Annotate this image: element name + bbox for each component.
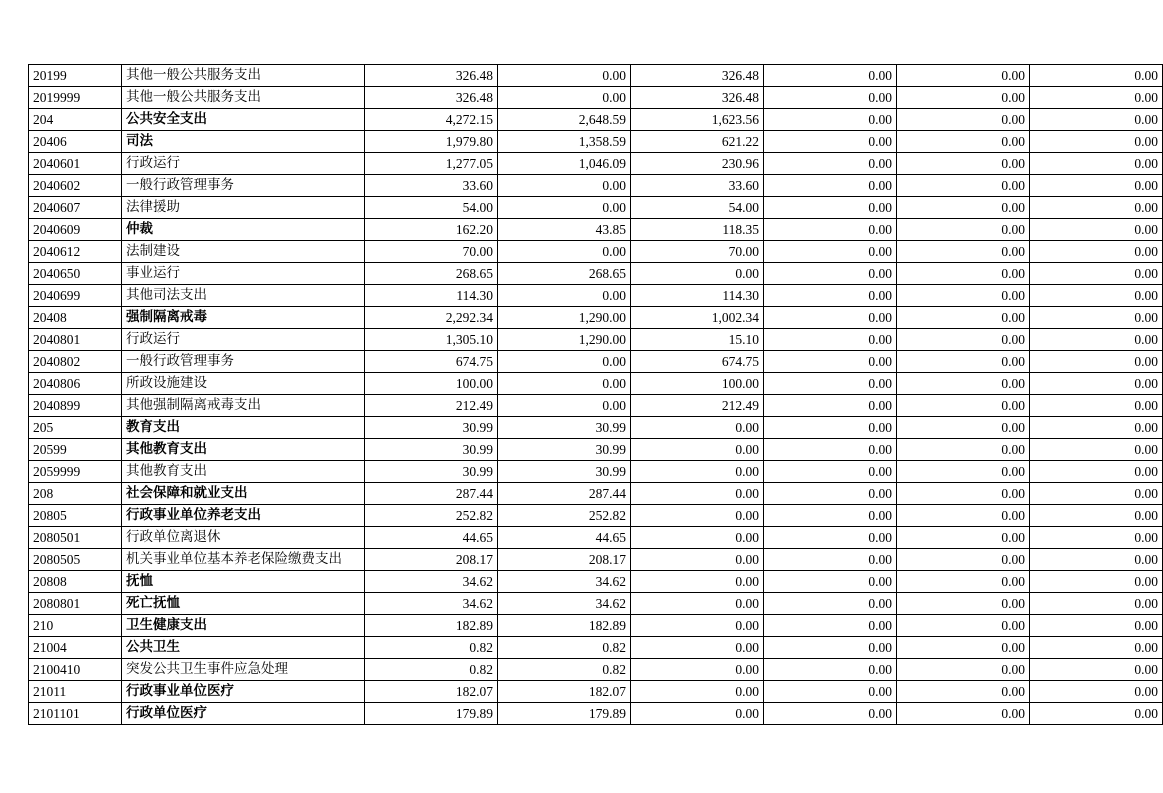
cell-name: 一般行政管理事务 [122, 351, 365, 373]
cell-value-5: 0.00 [897, 263, 1030, 285]
cell-value-4: 0.00 [764, 395, 897, 417]
table-row [29, 197, 1163, 219]
cell-name: 行政单位离退休 [122, 527, 365, 549]
cell-value-3: 0.00 [631, 703, 764, 725]
cell-value-1: 287.44 [365, 483, 498, 505]
cell-value-2: 182.07 [498, 681, 631, 703]
table-row [29, 241, 1163, 263]
cell-value-1: 2,292.34 [365, 307, 498, 329]
cell-code: 21004 [29, 637, 122, 659]
cell-value-5: 0.00 [897, 527, 1030, 549]
cell-value-2: 268.65 [498, 263, 631, 285]
cell-value-3: 326.48 [631, 65, 764, 87]
cell-value-2: 0.82 [498, 659, 631, 681]
table-row [29, 285, 1163, 307]
cell-value-6: 0.00 [1030, 593, 1163, 615]
cell-name: 抚恤 [122, 571, 365, 593]
cell-value-6: 0.00 [1030, 703, 1163, 725]
cell-name: 仲裁 [122, 219, 365, 241]
cell-name: 教育支出 [122, 417, 365, 439]
cell-value-1: 182.89 [365, 615, 498, 637]
cell-value-4: 0.00 [764, 131, 897, 153]
cell-value-1: 100.00 [365, 373, 498, 395]
cell-code: 21011 [29, 681, 122, 703]
cell-value-2: 1,290.00 [498, 329, 631, 351]
cell-value-2: 0.82 [498, 637, 631, 659]
cell-value-6: 0.00 [1030, 417, 1163, 439]
cell-name: 公共卫生 [122, 637, 365, 659]
cell-name: 死亡抚恤 [122, 593, 365, 615]
cell-value-1: 33.60 [365, 175, 498, 197]
cell-value-6: 0.00 [1030, 549, 1163, 571]
cell-value-5: 0.00 [897, 417, 1030, 439]
cell-value-4: 0.00 [764, 593, 897, 615]
cell-code: 20408 [29, 307, 122, 329]
cell-name: 行政事业单位养老支出 [122, 505, 365, 527]
table-row [29, 527, 1163, 549]
cell-value-6: 0.00 [1030, 637, 1163, 659]
cell-value-3: 100.00 [631, 373, 764, 395]
cell-value-4: 0.00 [764, 461, 897, 483]
cell-value-1: 70.00 [365, 241, 498, 263]
cell-value-1: 252.82 [365, 505, 498, 527]
cell-code: 204 [29, 109, 122, 131]
cell-value-4: 0.00 [764, 549, 897, 571]
cell-value-3: 0.00 [631, 483, 764, 505]
cell-value-2: 1,290.00 [498, 307, 631, 329]
cell-value-5: 0.00 [897, 505, 1030, 527]
cell-code: 210 [29, 615, 122, 637]
cell-value-5: 0.00 [897, 681, 1030, 703]
cell-value-5: 0.00 [897, 615, 1030, 637]
table-row [29, 417, 1163, 439]
cell-value-2: 44.65 [498, 527, 631, 549]
cell-value-1: 30.99 [365, 417, 498, 439]
cell-value-5: 0.00 [897, 175, 1030, 197]
cell-value-5: 0.00 [897, 307, 1030, 329]
cell-name: 其他一般公共服务支出 [122, 87, 365, 109]
table-row [29, 219, 1163, 241]
cell-value-1: 30.99 [365, 439, 498, 461]
cell-value-5: 0.00 [897, 109, 1030, 131]
cell-value-1: 114.30 [365, 285, 498, 307]
cell-value-4: 0.00 [764, 175, 897, 197]
cell-value-2: 30.99 [498, 417, 631, 439]
cell-value-2: 0.00 [498, 197, 631, 219]
cell-name: 突发公共卫生事件应急处理 [122, 659, 365, 681]
cell-value-2: 208.17 [498, 549, 631, 571]
cell-value-6: 0.00 [1030, 351, 1163, 373]
cell-value-6: 0.00 [1030, 527, 1163, 549]
cell-value-5: 0.00 [897, 483, 1030, 505]
cell-value-6: 0.00 [1030, 615, 1163, 637]
cell-code: 2040602 [29, 175, 122, 197]
cell-value-5: 0.00 [897, 395, 1030, 417]
cell-name: 一般行政管理事务 [122, 175, 365, 197]
cell-value-3: 1,002.34 [631, 307, 764, 329]
cell-value-5: 0.00 [897, 329, 1030, 351]
cell-value-5: 0.00 [897, 439, 1030, 461]
cell-name: 法制建设 [122, 241, 365, 263]
cell-value-4: 0.00 [764, 505, 897, 527]
cell-value-2: 252.82 [498, 505, 631, 527]
cell-value-3: 0.00 [631, 439, 764, 461]
cell-value-3: 118.35 [631, 219, 764, 241]
table-row [29, 175, 1163, 197]
cell-value-2: 34.62 [498, 571, 631, 593]
cell-value-6: 0.00 [1030, 681, 1163, 703]
cell-value-2: 0.00 [498, 87, 631, 109]
cell-code: 20808 [29, 571, 122, 593]
cell-value-3: 70.00 [631, 241, 764, 263]
cell-value-4: 0.00 [764, 527, 897, 549]
cell-value-6: 0.00 [1030, 329, 1163, 351]
cell-value-2: 0.00 [498, 373, 631, 395]
table-row [29, 87, 1163, 109]
cell-name: 公共安全支出 [122, 109, 365, 131]
cell-code: 2080801 [29, 593, 122, 615]
cell-value-3: 0.00 [631, 681, 764, 703]
cell-name: 行政事业单位医疗 [122, 681, 365, 703]
cell-value-1: 326.48 [365, 65, 498, 87]
cell-code: 2080505 [29, 549, 122, 571]
cell-value-4: 0.00 [764, 637, 897, 659]
cell-value-2: 287.44 [498, 483, 631, 505]
cell-value-6: 0.00 [1030, 659, 1163, 681]
cell-value-5: 0.00 [897, 285, 1030, 307]
cell-value-4: 0.00 [764, 681, 897, 703]
cell-value-5: 0.00 [897, 373, 1030, 395]
cell-value-5: 0.00 [897, 549, 1030, 571]
cell-value-6: 0.00 [1030, 307, 1163, 329]
cell-code: 2040612 [29, 241, 122, 263]
cell-value-6: 0.00 [1030, 483, 1163, 505]
cell-value-6: 0.00 [1030, 175, 1163, 197]
cell-value-1: 4,272.15 [365, 109, 498, 131]
cell-value-1: 182.07 [365, 681, 498, 703]
cell-value-4: 0.00 [764, 263, 897, 285]
cell-code: 20406 [29, 131, 122, 153]
cell-value-3: 0.00 [631, 505, 764, 527]
cell-value-2: 0.00 [498, 285, 631, 307]
cell-value-4: 0.00 [764, 571, 897, 593]
cell-value-4: 0.00 [764, 703, 897, 725]
cell-code: 2040899 [29, 395, 122, 417]
cell-value-5: 0.00 [897, 153, 1030, 175]
cell-name: 其他强制隔离戒毒支出 [122, 395, 365, 417]
cell-code: 20599 [29, 439, 122, 461]
cell-value-5: 0.00 [897, 87, 1030, 109]
cell-value-1: 268.65 [365, 263, 498, 285]
cell-name: 行政运行 [122, 153, 365, 175]
cell-value-6: 0.00 [1030, 505, 1163, 527]
cell-code: 2101101 [29, 703, 122, 725]
cell-value-4: 0.00 [764, 285, 897, 307]
table-row [29, 637, 1163, 659]
cell-value-4: 0.00 [764, 351, 897, 373]
cell-value-3: 621.22 [631, 131, 764, 153]
table-row [29, 153, 1163, 175]
cell-value-1: 212.49 [365, 395, 498, 417]
table-row [29, 461, 1163, 483]
cell-value-3: 54.00 [631, 197, 764, 219]
document-page [28, 64, 1158, 725]
cell-code: 2019999 [29, 87, 122, 109]
cell-value-6: 0.00 [1030, 65, 1163, 87]
cell-value-3: 0.00 [631, 461, 764, 483]
table-row [29, 307, 1163, 329]
cell-value-3: 212.49 [631, 395, 764, 417]
cell-value-4: 0.00 [764, 615, 897, 637]
cell-value-1: 0.82 [365, 637, 498, 659]
cell-code: 2080501 [29, 527, 122, 549]
cell-value-5: 0.00 [897, 219, 1030, 241]
cell-value-2: 30.99 [498, 439, 631, 461]
table-row [29, 483, 1163, 505]
cell-name: 强制隔离戒毒 [122, 307, 365, 329]
table-row [29, 395, 1163, 417]
table-row [29, 131, 1163, 153]
cell-value-6: 0.00 [1030, 219, 1163, 241]
cell-value-1: 674.75 [365, 351, 498, 373]
cell-name: 行政单位医疗 [122, 703, 365, 725]
cell-value-3: 0.00 [631, 571, 764, 593]
cell-value-1: 1,979.80 [365, 131, 498, 153]
table-row [29, 373, 1163, 395]
cell-value-4: 0.00 [764, 483, 897, 505]
table-row [29, 109, 1163, 131]
cell-value-1: 34.62 [365, 571, 498, 593]
cell-value-3: 0.00 [631, 417, 764, 439]
cell-value-3: 1,623.56 [631, 109, 764, 131]
cell-value-3: 0.00 [631, 263, 764, 285]
cell-name: 其他一般公共服务支出 [122, 65, 365, 87]
table-row [29, 65, 1163, 87]
cell-value-5: 0.00 [897, 571, 1030, 593]
table-row [29, 329, 1163, 351]
cell-value-4: 0.00 [764, 439, 897, 461]
cell-value-1: 1,277.05 [365, 153, 498, 175]
cell-value-3: 0.00 [631, 659, 764, 681]
cell-name: 司法 [122, 131, 365, 153]
cell-name: 卫生健康支出 [122, 615, 365, 637]
cell-value-1: 44.65 [365, 527, 498, 549]
cell-name: 机关事业单位基本养老保险缴费支出 [122, 549, 365, 571]
cell-value-4: 0.00 [764, 417, 897, 439]
cell-code: 2059999 [29, 461, 122, 483]
cell-value-2: 2,648.59 [498, 109, 631, 131]
cell-code: 2040607 [29, 197, 122, 219]
cell-value-3: 674.75 [631, 351, 764, 373]
cell-value-6: 0.00 [1030, 571, 1163, 593]
cell-name: 所政设施建设 [122, 373, 365, 395]
cell-value-1: 326.48 [365, 87, 498, 109]
cell-value-5: 0.00 [897, 593, 1030, 615]
cell-value-5: 0.00 [897, 351, 1030, 373]
cell-code: 2040601 [29, 153, 122, 175]
cell-value-6: 0.00 [1030, 439, 1163, 461]
cell-value-2: 43.85 [498, 219, 631, 241]
cell-code: 20805 [29, 505, 122, 527]
cell-value-2: 0.00 [498, 175, 631, 197]
cell-value-2: 30.99 [498, 461, 631, 483]
cell-value-2: 1,358.59 [498, 131, 631, 153]
cell-value-1: 54.00 [365, 197, 498, 219]
cell-value-3: 33.60 [631, 175, 764, 197]
cell-value-6: 0.00 [1030, 87, 1163, 109]
cell-value-6: 0.00 [1030, 461, 1163, 483]
table-row [29, 703, 1163, 725]
cell-value-6: 0.00 [1030, 373, 1163, 395]
cell-value-6: 0.00 [1030, 131, 1163, 153]
table-row [29, 549, 1163, 571]
cell-code: 2040650 [29, 263, 122, 285]
cell-value-4: 0.00 [764, 153, 897, 175]
cell-value-5: 0.00 [897, 637, 1030, 659]
cell-value-1: 30.99 [365, 461, 498, 483]
cell-value-2: 34.62 [498, 593, 631, 615]
cell-value-3: 114.30 [631, 285, 764, 307]
budget-table [28, 64, 1163, 725]
cell-name: 事业运行 [122, 263, 365, 285]
table-row [29, 615, 1163, 637]
cell-value-2: 0.00 [498, 65, 631, 87]
table-row [29, 681, 1163, 703]
cell-value-4: 0.00 [764, 87, 897, 109]
cell-code: 2040802 [29, 351, 122, 373]
table-row [29, 263, 1163, 285]
cell-value-6: 0.00 [1030, 395, 1163, 417]
cell-name: 其他司法支出 [122, 285, 365, 307]
cell-value-5: 0.00 [897, 131, 1030, 153]
cell-value-1: 1,305.10 [365, 329, 498, 351]
cell-value-4: 0.00 [764, 307, 897, 329]
cell-code: 20199 [29, 65, 122, 87]
cell-value-4: 0.00 [764, 109, 897, 131]
cell-value-2: 0.00 [498, 241, 631, 263]
table-row [29, 351, 1163, 373]
cell-code: 205 [29, 417, 122, 439]
cell-name: 社会保障和就业支出 [122, 483, 365, 505]
cell-value-1: 162.20 [365, 219, 498, 241]
table-row [29, 593, 1163, 615]
cell-value-6: 0.00 [1030, 263, 1163, 285]
cell-value-3: 0.00 [631, 593, 764, 615]
cell-name: 其他教育支出 [122, 439, 365, 461]
cell-value-6: 0.00 [1030, 285, 1163, 307]
cell-code: 2040609 [29, 219, 122, 241]
cell-code: 2040699 [29, 285, 122, 307]
cell-value-5: 0.00 [897, 241, 1030, 263]
cell-value-2: 1,046.09 [498, 153, 631, 175]
cell-value-4: 0.00 [764, 373, 897, 395]
cell-value-4: 0.00 [764, 659, 897, 681]
cell-value-4: 0.00 [764, 219, 897, 241]
cell-value-3: 0.00 [631, 549, 764, 571]
cell-value-3: 15.10 [631, 329, 764, 351]
cell-value-6: 0.00 [1030, 153, 1163, 175]
cell-code: 2040801 [29, 329, 122, 351]
cell-value-5: 0.00 [897, 461, 1030, 483]
cell-value-3: 230.96 [631, 153, 764, 175]
cell-value-3: 0.00 [631, 637, 764, 659]
cell-value-1: 179.89 [365, 703, 498, 725]
cell-value-1: 208.17 [365, 549, 498, 571]
cell-value-2: 0.00 [498, 351, 631, 373]
cell-value-4: 0.00 [764, 197, 897, 219]
table-row [29, 571, 1163, 593]
cell-value-3: 326.48 [631, 87, 764, 109]
cell-value-4: 0.00 [764, 65, 897, 87]
cell-value-3: 0.00 [631, 527, 764, 549]
cell-value-4: 0.00 [764, 329, 897, 351]
cell-name: 其他教育支出 [122, 461, 365, 483]
cell-code: 2100410 [29, 659, 122, 681]
cell-value-5: 0.00 [897, 197, 1030, 219]
cell-value-3: 0.00 [631, 615, 764, 637]
table-row [29, 505, 1163, 527]
cell-value-2: 179.89 [498, 703, 631, 725]
cell-value-2: 0.00 [498, 395, 631, 417]
table-row [29, 659, 1163, 681]
cell-value-5: 0.00 [897, 703, 1030, 725]
cell-value-5: 0.00 [897, 65, 1030, 87]
cell-value-6: 0.00 [1030, 197, 1163, 219]
cell-value-1: 0.82 [365, 659, 498, 681]
cell-value-1: 34.62 [365, 593, 498, 615]
table-row [29, 439, 1163, 461]
cell-code: 208 [29, 483, 122, 505]
cell-name: 行政运行 [122, 329, 365, 351]
cell-value-6: 0.00 [1030, 241, 1163, 263]
cell-value-4: 0.00 [764, 241, 897, 263]
budget-table-body [29, 65, 1163, 725]
cell-value-6: 0.00 [1030, 109, 1163, 131]
cell-value-5: 0.00 [897, 659, 1030, 681]
cell-value-2: 182.89 [498, 615, 631, 637]
cell-code: 2040806 [29, 373, 122, 395]
cell-name: 法律援助 [122, 197, 365, 219]
